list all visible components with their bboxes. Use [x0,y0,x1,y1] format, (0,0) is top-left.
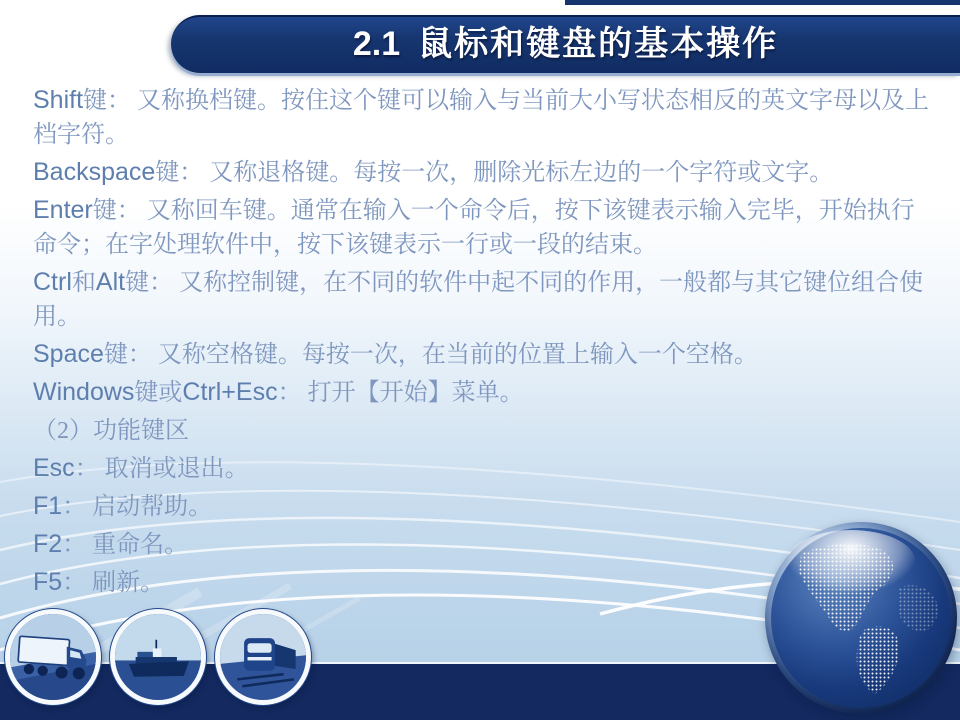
train-photo-icon [215,609,311,705]
key-name-text: Alt [95,268,126,296]
description-text: 键： 又称控制键，在不同的软件中起不同的作用，一般都与其它键位组合使用。 [33,270,924,330]
body-paragraph [33,84,935,152]
body-paragraph [33,376,935,410]
page-title [171,17,960,72]
container-ship-photo-icon [110,609,206,705]
description-text: ： 重命名。 [62,532,189,558]
key-name-text: F5 [33,568,63,596]
body-paragraph [33,156,935,190]
truck-photo-icon [5,609,101,705]
globe-highlight [787,530,915,592]
description-text: 键： 又称换档键。按住这个键可以输入与当前大小写状态相反的英文字母以及上档字符。 [33,88,930,148]
description-text: 键： 又称空格键。每按一次，在当前的位置上输入一个空格。 [103,342,758,368]
description-text: ： 启动帮助。 [62,494,213,520]
key-name-text: Esc [33,454,75,482]
body-paragraph [33,414,935,448]
section-number: 2.1 [352,25,401,63]
key-name-text: F1 [33,492,63,520]
top-accent-strip [565,0,960,5]
body-paragraph [33,194,935,262]
body-paragraph [33,266,935,334]
description-text: 键： 又称退格键。每按一次，删除光标左边的一个字符或文字。 [155,160,834,186]
section-title-text: 鼠标和键盘的基本操作 [418,26,779,63]
key-name-text: Space [33,340,104,368]
key-name-text: Backspace [33,158,156,186]
body-paragraph [33,338,935,372]
key-name-text: F2 [33,530,63,558]
description-text: 键或 [134,380,183,406]
description-text: 和 [71,270,96,296]
body-paragraph [33,490,935,524]
key-name-text: Windows [33,378,135,406]
key-name-text: Ctrl+Esc [182,378,278,406]
title-banner [171,15,960,73]
description-text: 键： 又称回车键。通常在输入一个命令后，按下该键表示输入完毕，开始执行命令；在字处理软件中，按下该键表示一行或一段的结束。 [33,198,915,258]
description-text: ： 取消或退出。 [74,456,249,482]
description-text: ： 刷新。 [62,570,165,596]
key-name-text: Enter [33,196,93,224]
dotted-globe-icon [765,522,957,714]
body-paragraph [33,452,935,486]
description-text: ： 打开【开始】菜单。 [277,380,524,406]
key-name-text: Ctrl [33,268,72,296]
key-name-text: Shift [33,86,84,114]
description-text: （2）功能键区 [33,418,189,444]
body-text [33,84,935,604]
